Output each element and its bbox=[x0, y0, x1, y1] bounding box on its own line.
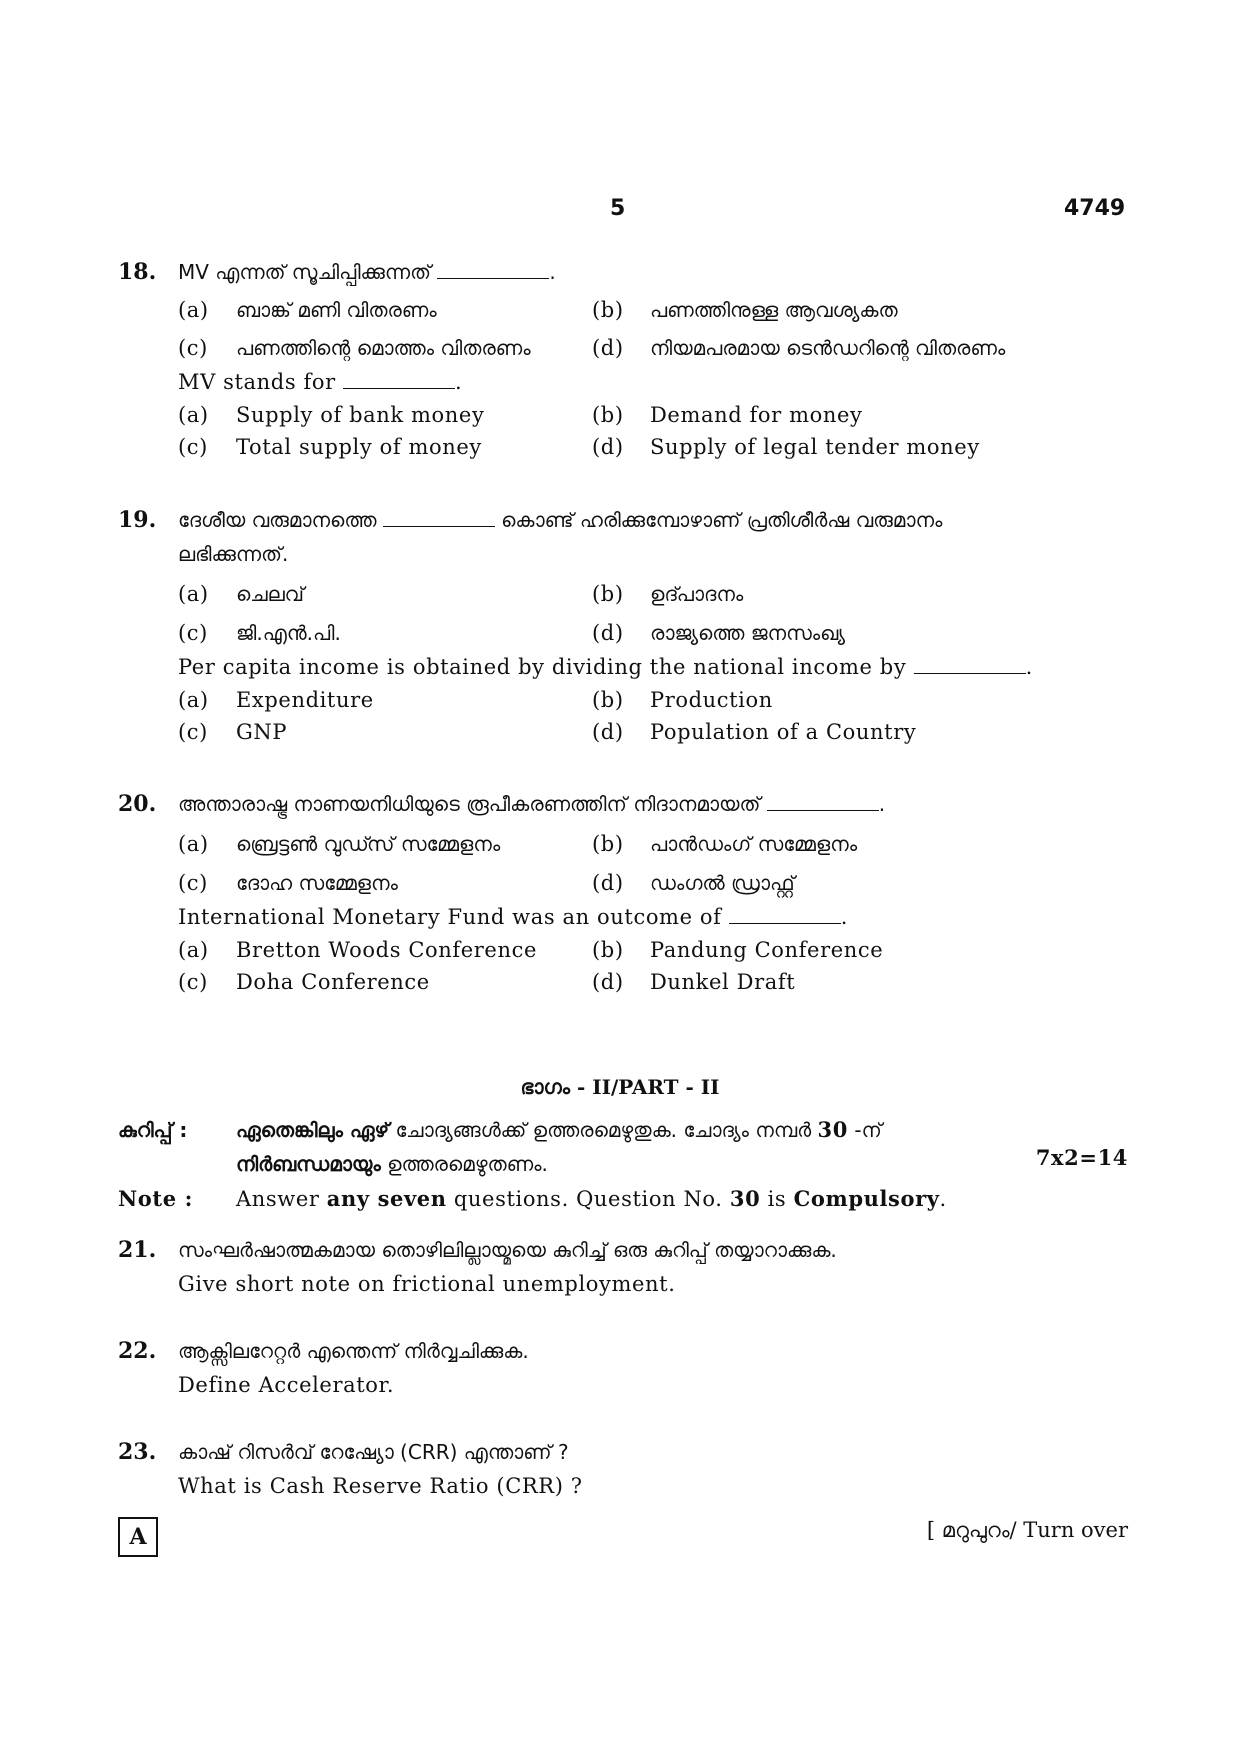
question-stem-ml: MV എന്നത് സൂചിപ്പിക്കുന്നത് . bbox=[178, 260, 556, 284]
option-text: പണത്തിന്റെ മൊത്തം വിതരണം bbox=[236, 336, 531, 360]
question-number: 21. bbox=[118, 1237, 157, 1263]
answer-blank bbox=[729, 903, 841, 924]
answer-blank bbox=[437, 258, 549, 279]
option-label: (a) bbox=[178, 938, 209, 962]
ml-note-cont bbox=[118, 1147, 1128, 1181]
option-label: (a) bbox=[178, 582, 209, 606]
note-label-en: Note : bbox=[118, 1186, 193, 1211]
option-text: Total supply of money bbox=[236, 435, 482, 459]
question-stem-ml: അന്താരാഷ്ട്ര നാണയനിധിയുടെ രൂപീകരണത്തിന് നിദാനമായത് . bbox=[178, 792, 886, 816]
en-note bbox=[118, 1182, 1128, 1216]
answer-blank bbox=[383, 506, 495, 527]
question-stem-ml: ദേശീയ വരുമാനത്തെ കൊണ്ട് ഹരിക്കുമ്പോഴാണ് പ്രതിശീർഷ വരുമാനം bbox=[178, 508, 943, 532]
part-title: ഭാഗം - II/PART - II bbox=[520, 1075, 720, 1099]
answer-blank bbox=[914, 653, 1026, 674]
question-number: 22. bbox=[118, 1338, 157, 1364]
ml-note bbox=[118, 1113, 1128, 1147]
question-text-ml: സംഘർഷാത്മകമായ തൊഴിലില്ലായ്മയെ കുറിച്ച് ഒരു കുറിപ്പ് തയ്യാറാക്കുക. bbox=[178, 1238, 837, 1262]
option-text: Supply of bank money bbox=[236, 403, 485, 427]
option-text: പണത്തിനുള്ള ആവശ്യകത bbox=[650, 298, 898, 322]
question-stem-en: Per capita income is obtained by dividing the national income by . bbox=[178, 655, 1033, 679]
option-label: (c) bbox=[178, 621, 208, 645]
option-label: (d) bbox=[592, 970, 624, 994]
option-label: (d) bbox=[592, 621, 624, 645]
note-text-en: Answer any seven questions. Question No. 30 is Compulsory. bbox=[236, 1186, 947, 1211]
question-text-en: Define Accelerator. bbox=[178, 1373, 395, 1397]
paper-code: 4749 bbox=[1064, 196, 1126, 221]
question-stem-ml-cont: ലഭിക്കുന്നത്. bbox=[178, 542, 289, 566]
option-label: (b) bbox=[592, 688, 624, 712]
option-text: ബാങ്ക് മണി വിതരണം bbox=[236, 298, 437, 322]
option-label: (b) bbox=[592, 403, 624, 427]
question-text-en: What is Cash Reserve Ratio (CRR) ? bbox=[178, 1474, 583, 1498]
option-text: ദോഹ സമ്മേളനം bbox=[236, 871, 398, 895]
option-text: നിയമപരമായ ടെൻഡറിന്റെ വിതരണം bbox=[650, 336, 1006, 360]
option-label: (d) bbox=[592, 435, 624, 459]
option-label: (a) bbox=[178, 403, 209, 427]
option-text: Dunkel Draft bbox=[650, 970, 796, 994]
answer-blank bbox=[343, 368, 455, 389]
option-text: ഉദ്പാദനം bbox=[650, 582, 744, 606]
option-label: (c) bbox=[178, 435, 208, 459]
option-text: ബ്രെട്ടൺ വുഡ്സ് സമ്മേളനം bbox=[236, 832, 501, 856]
option-label: (b) bbox=[592, 582, 624, 606]
page-number: 5 bbox=[610, 196, 626, 221]
option-text: ചെലവ് bbox=[236, 582, 305, 606]
question-number: 20. bbox=[118, 791, 157, 817]
option-label: (c) bbox=[178, 970, 208, 994]
option-text: Demand for money bbox=[650, 403, 863, 427]
marks-label: 7x2=14 bbox=[1035, 1145, 1128, 1170]
set-code-box: A bbox=[118, 1517, 158, 1557]
option-text: ജി.എൻ.പി. bbox=[236, 621, 341, 645]
option-label: (a) bbox=[178, 298, 209, 322]
option-text: രാജ്യത്തെ ജനസംഖ്യ bbox=[650, 621, 846, 645]
option-text: GNP bbox=[236, 720, 288, 744]
option-label: (c) bbox=[178, 720, 208, 744]
option-text: Population of a Country bbox=[650, 720, 917, 744]
option-text: Production bbox=[650, 688, 773, 712]
question-20 bbox=[118, 787, 1128, 998]
question-text-en: Give short note on frictional unemployment. bbox=[178, 1272, 676, 1296]
option-label: (d) bbox=[592, 871, 624, 895]
question-number: 19. bbox=[118, 507, 157, 533]
option-label: (c) bbox=[178, 336, 208, 360]
question-stem-en: MV stands for . bbox=[178, 370, 463, 394]
question-21 bbox=[118, 1233, 1128, 1301]
option-label: (a) bbox=[178, 832, 209, 856]
question-18 bbox=[118, 255, 1128, 463]
question-19 bbox=[118, 503, 1128, 748]
option-label: (c) bbox=[178, 871, 208, 895]
option-label: (d) bbox=[592, 720, 624, 744]
question-stem-en: International Monetary Fund was an outcome of . bbox=[178, 905, 849, 929]
option-text: Supply of legal tender money bbox=[650, 435, 980, 459]
question-number: 23. bbox=[118, 1439, 157, 1465]
question-22 bbox=[118, 1334, 1128, 1402]
option-text: Bretton Woods Conference bbox=[236, 938, 537, 962]
option-text: Pandung Conference bbox=[650, 938, 884, 962]
question-text-ml: ആക്സിലറേറ്റർ എന്തെന്ന് നിർവ്വചിക്കുക. bbox=[178, 1339, 529, 1363]
option-label: (a) bbox=[178, 688, 209, 712]
question-text-ml: കാഷ് റിസർവ് റേഷ്യോ (CRR) എന്താണ് ? bbox=[178, 1440, 569, 1464]
question-number: 18. bbox=[118, 259, 157, 285]
option-text: Expenditure bbox=[236, 688, 374, 712]
option-label: (b) bbox=[592, 832, 624, 856]
turn-over-label: [ മറുപുറം/ Turn over bbox=[926, 1518, 1128, 1542]
answer-blank bbox=[767, 790, 879, 811]
option-text: പാൻഡംഗ് സമ്മേളനം bbox=[650, 832, 858, 856]
note-text-ml: ഏതെങ്കിലും ഏഴ് ചോദ്യങ്ങൾക്ക് ഉത്തരമെഴുതുക. ചോദ്യം നമ്പർ 30 -ന് bbox=[236, 1117, 882, 1142]
option-text: Doha Conference bbox=[236, 970, 430, 994]
option-label: (b) bbox=[592, 298, 624, 322]
option-text: ഡംഗൽ ഡ്രാഫ്റ്റ് bbox=[650, 871, 795, 895]
option-label: (b) bbox=[592, 938, 624, 962]
option-label: (d) bbox=[592, 336, 624, 360]
note-label-ml: കുറിപ്പ് : bbox=[118, 1118, 188, 1142]
question-23 bbox=[118, 1435, 1128, 1503]
note-text-ml-cont: നിർബന്ധമായും ഉത്തരമെഴുതണം. bbox=[236, 1152, 548, 1176]
